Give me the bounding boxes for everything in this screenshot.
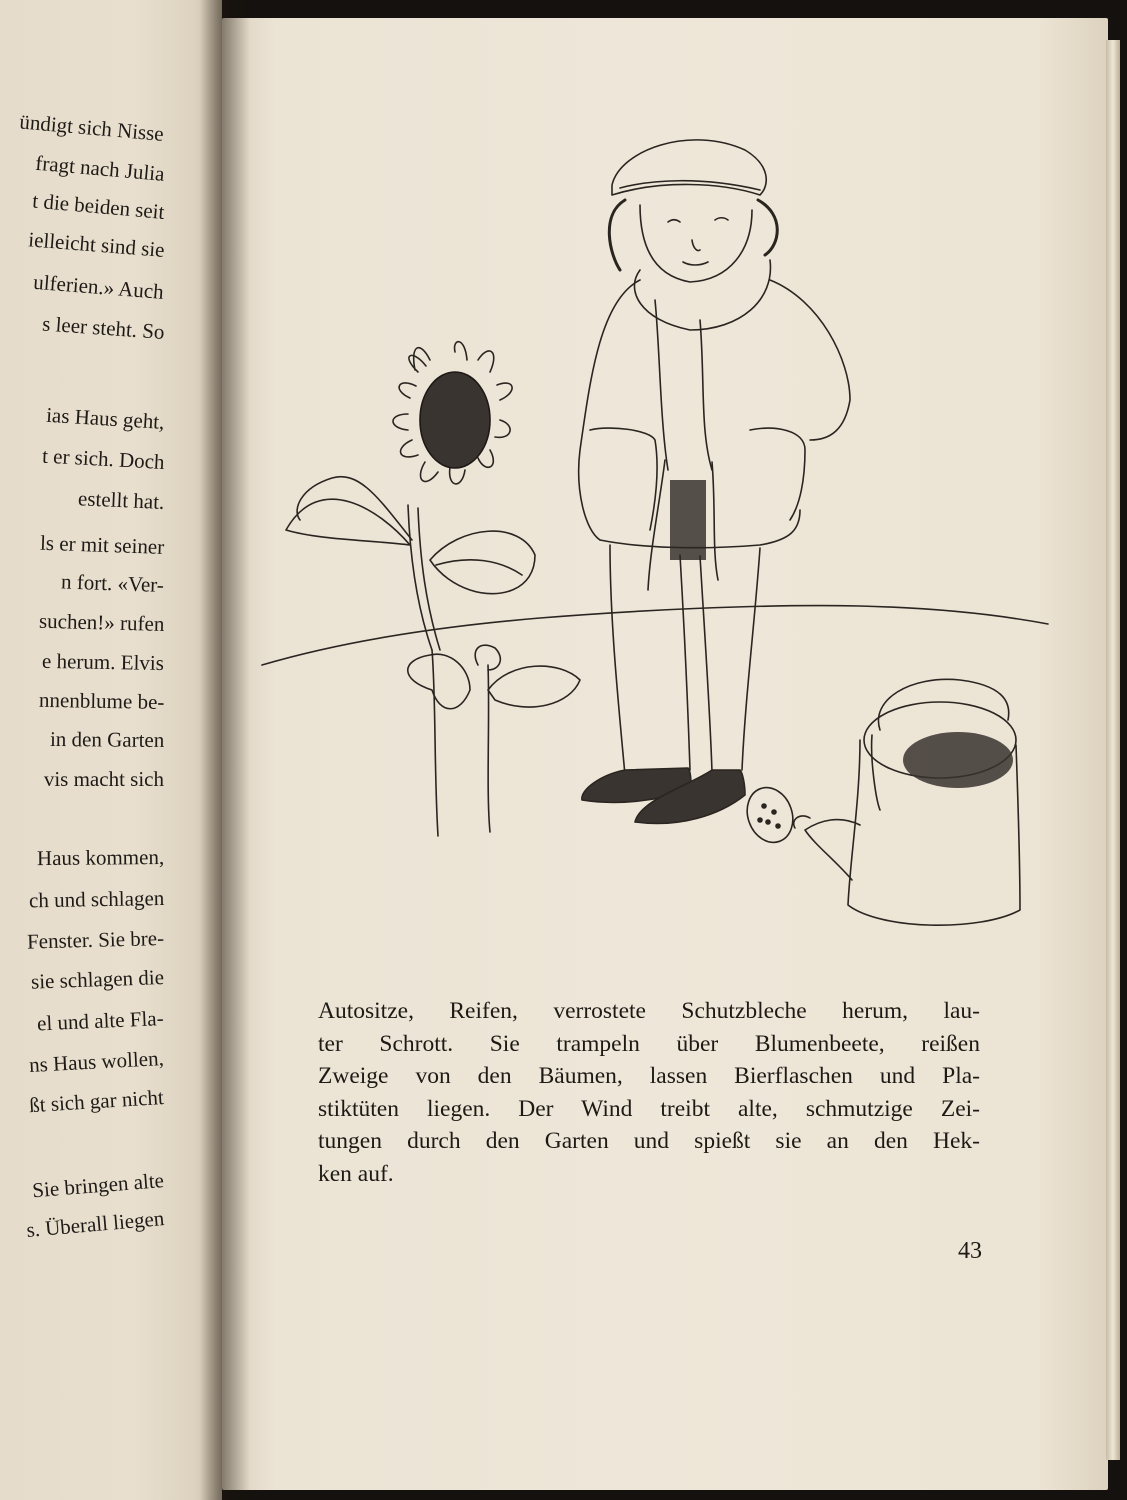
body-text-line: Autositze, Reifen, verrostete Schutzbleche herum, lau- (318, 998, 980, 1024)
body-text-line: ken auf. (318, 1160, 394, 1187)
book-gutter (200, 0, 250, 1500)
body-paragraph (318, 995, 980, 1190)
left-text-line: ch und schlagen (28, 886, 165, 913)
left-text-line: ündigt sich Nisse (18, 109, 166, 146)
left-text-line: e herum. Elvis (41, 648, 165, 675)
left-text-line: estellt hat. (77, 486, 165, 514)
body-text-line: Zweige von den Bäumen, lassen Bierflaschen und Pla- (318, 1063, 980, 1089)
sunflower-drawing (286, 342, 580, 836)
left-text-line: ns Haus wollen, (28, 1046, 165, 1078)
left-text-line: ls er mit seiner (39, 530, 165, 559)
illustration-boy-sunflower-watering-can (250, 120, 1060, 950)
ground-line (262, 606, 1048, 665)
left-text-line: ulferien.» Auch (32, 269, 165, 304)
left-text-line: ielleicht sind sie (27, 227, 165, 262)
left-text-line: Fenster. Sie bre- (26, 926, 165, 954)
left-text-line: Sie bringen alte (31, 1168, 165, 1203)
body-text-line: ter Schrott. Sie trampeln über Blumenbeete, reißen (318, 1030, 980, 1057)
left-page (0, 0, 222, 1500)
left-text-line: ßt sich gar nicht (28, 1085, 165, 1118)
page-number: 43 (958, 1238, 982, 1264)
left-text-line: s leer steht. So (41, 311, 165, 344)
left-text-line: vis macht sich (43, 767, 164, 791)
left-text-line: t er sich. Doch (41, 443, 165, 474)
left-text-line: n fort. «Ver- (60, 569, 165, 597)
left-text-line: t die beiden seit (31, 188, 166, 224)
body-text-line: tungen durch den Garten und spießt sie an den Hek- (318, 1128, 980, 1154)
body-text-line: stiktüten liegen. Der Wind treibt alte, schmutzige Zei- (318, 1095, 980, 1122)
watering-can-drawing (740, 679, 1020, 925)
left-text-line: ias Haus geht, (45, 402, 165, 434)
left-text-line: s. Überall liegen (25, 1206, 166, 1243)
left-text-line: in den Garten (49, 727, 165, 752)
boy-drawing (579, 140, 850, 824)
left-text-line: Haus kommen, (36, 845, 165, 871)
left-text-line: sie schlagen die (30, 965, 165, 994)
left-text-line: nnenblume be- (38, 687, 165, 714)
page-edge (1106, 40, 1120, 1460)
left-text-line: el und alte Fla- (37, 1006, 165, 1036)
left-text-line: fragt nach Julia (34, 150, 166, 186)
left-text-line: suchen!» rufen (38, 608, 165, 636)
